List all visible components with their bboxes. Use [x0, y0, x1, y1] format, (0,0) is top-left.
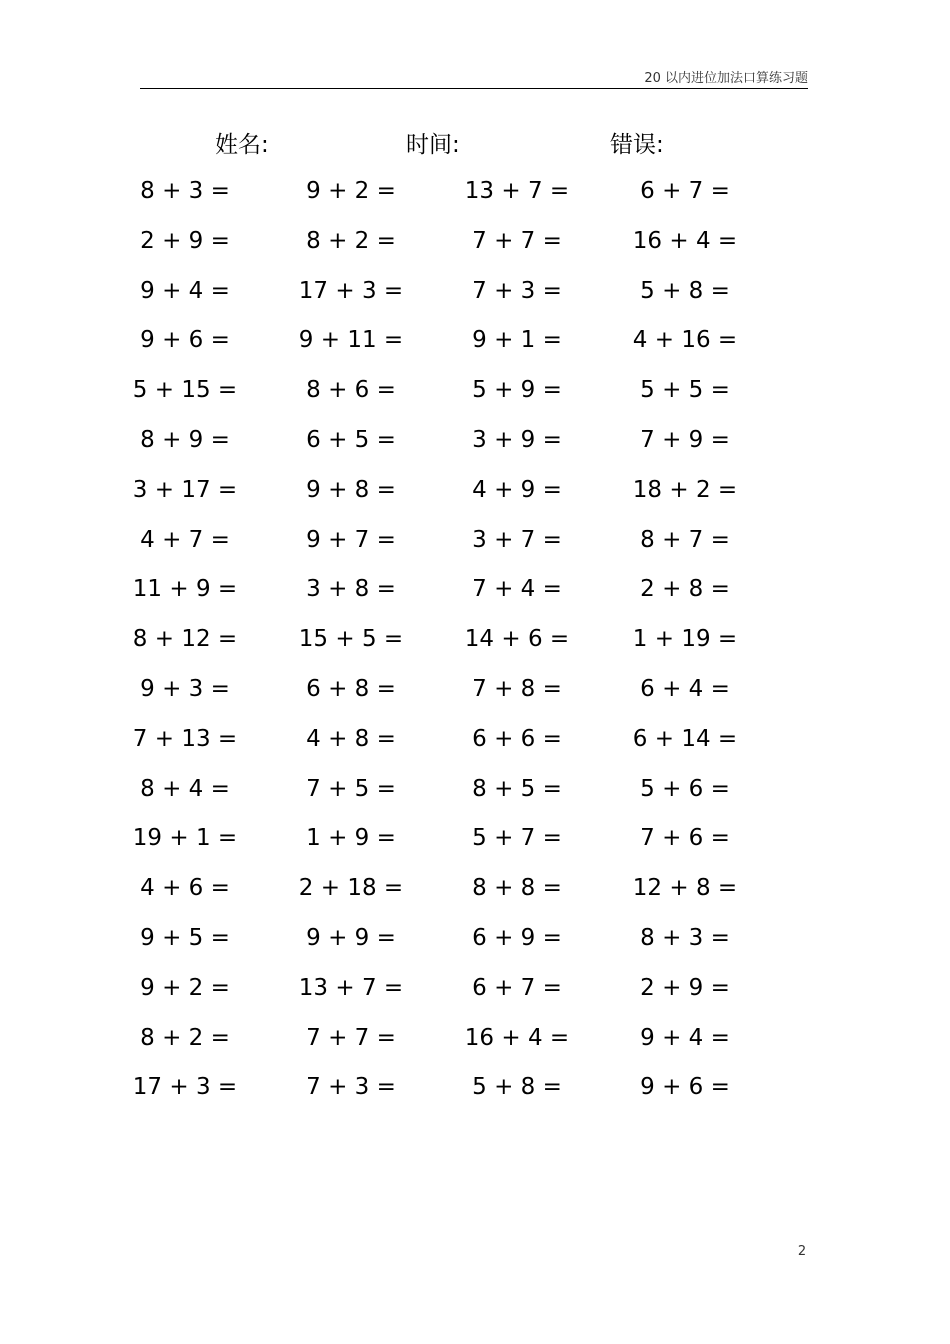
problem-item: 6 + 4 =	[640, 675, 730, 702]
problem-item: 19 + 1 =	[132, 825, 238, 852]
problem-item: 5 + 8 =	[472, 1074, 562, 1101]
problem-item: 7 + 9 =	[640, 426, 730, 453]
problem-item: 7 + 13 =	[132, 725, 238, 752]
problem-item: 7 + 5 =	[306, 775, 396, 802]
problem-row	[0, 1067, 950, 1117]
problem-grid	[0, 171, 950, 1117]
problem-item: 7 + 4 =	[472, 576, 562, 603]
problem-item: 1 + 9 =	[306, 825, 396, 852]
problem-item: 4 + 9 =	[472, 476, 562, 503]
problem-item: 8 + 7 =	[640, 526, 730, 553]
problem-row	[0, 221, 950, 271]
problem-item: 9 + 6 =	[640, 1074, 730, 1101]
problem-item: 18 + 2 =	[632, 476, 738, 503]
problem-row	[0, 669, 950, 719]
problem-item: 1 + 19 =	[632, 626, 738, 653]
header-title: 20 以内进位加法口算练习题	[644, 71, 808, 86]
problem-row	[0, 968, 950, 1018]
problem-item: 8 + 4 =	[140, 775, 230, 802]
problem-item: 4 + 6 =	[140, 875, 230, 902]
problem-item: 8 + 3 =	[140, 178, 230, 204]
problem-item: 6 + 14 =	[632, 725, 738, 752]
problem-row	[0, 470, 950, 520]
problem-row	[0, 370, 950, 420]
problem-row	[0, 918, 950, 968]
problem-item: 8 + 5 =	[472, 775, 562, 802]
problem-item: 9 + 5 =	[140, 924, 230, 951]
problem-item: 5 + 6 =	[640, 775, 730, 802]
problem-item: 2 + 9 =	[140, 227, 230, 254]
problem-item: 9 + 7 =	[306, 526, 396, 553]
problem-item: 7 + 8 =	[472, 675, 562, 702]
problem-item: 13 + 7 =	[464, 178, 570, 204]
time-label: 时间:	[406, 132, 460, 158]
problem-item: 12 + 8 =	[632, 875, 738, 902]
page-header	[140, 64, 808, 89]
problem-item: 7 + 6 =	[640, 825, 730, 852]
problem-item: 9 + 9 =	[306, 924, 396, 951]
problem-row	[0, 818, 950, 868]
problem-item: 6 + 8 =	[306, 675, 396, 702]
problem-item: 9 + 8 =	[306, 476, 396, 503]
problem-item: 8 + 9 =	[140, 426, 230, 453]
problem-item: 7 + 3 =	[472, 277, 562, 304]
problem-row	[0, 171, 950, 221]
problem-item: 9 + 2 =	[140, 974, 230, 1001]
problem-item: 3 + 9 =	[472, 426, 562, 453]
problem-item: 5 + 5 =	[640, 377, 730, 404]
problem-item: 5 + 15 =	[132, 377, 238, 404]
problem-item: 6 + 7 =	[640, 178, 730, 204]
problem-item: 3 + 17 =	[132, 476, 238, 503]
problem-item: 8 + 6 =	[306, 377, 396, 404]
problem-item: 8 + 12 =	[132, 626, 238, 653]
problem-item: 7 + 7 =	[306, 1024, 396, 1051]
problem-item: 3 + 8 =	[306, 576, 396, 603]
problem-item: 7 + 3 =	[306, 1074, 396, 1101]
problem-item: 16 + 4 =	[632, 227, 738, 254]
problem-row	[0, 420, 950, 470]
problem-item: 8 + 2 =	[140, 1024, 230, 1051]
problem-item: 2 + 18 =	[298, 875, 404, 902]
problem-item: 2 + 8 =	[640, 576, 730, 603]
problem-item: 17 + 3 =	[298, 277, 404, 304]
problem-item: 5 + 9 =	[472, 377, 562, 404]
problem-item: 8 + 3 =	[640, 924, 730, 951]
problem-item: 9 + 4 =	[640, 1024, 730, 1051]
problem-item: 5 + 8 =	[640, 277, 730, 304]
name-label: 姓名:	[215, 132, 269, 158]
problem-row	[0, 520, 950, 570]
problem-row	[0, 719, 950, 769]
problem-row	[0, 271, 950, 321]
errors-label: 错误:	[610, 132, 664, 158]
problem-item: 8 + 2 =	[306, 227, 396, 254]
problem-item: 2 + 9 =	[640, 974, 730, 1001]
problem-row	[0, 569, 950, 619]
problem-item: 4 + 16 =	[632, 327, 738, 354]
problem-item: 14 + 6 =	[464, 626, 570, 653]
problem-item: 4 + 7 =	[140, 526, 230, 553]
problem-item: 7 + 7 =	[472, 227, 562, 254]
student-info-row	[0, 126, 950, 162]
problem-item: 16 + 4 =	[464, 1024, 570, 1051]
problem-row	[0, 868, 950, 918]
problem-item: 9 + 6 =	[140, 327, 230, 354]
problem-item: 6 + 9 =	[472, 924, 562, 951]
problem-item: 9 + 11 =	[298, 327, 404, 354]
problem-item: 3 + 7 =	[472, 526, 562, 553]
problem-row	[0, 1018, 950, 1068]
problem-item: 11 + 9 =	[132, 576, 238, 603]
problem-item: 6 + 6 =	[472, 725, 562, 752]
problem-item: 15 + 5 =	[298, 626, 404, 653]
problem-item: 9 + 1 =	[472, 327, 562, 354]
problem-item: 9 + 2 =	[306, 178, 396, 204]
problem-row	[0, 769, 950, 819]
problem-item: 8 + 8 =	[472, 875, 562, 902]
problem-item: 4 + 8 =	[306, 725, 396, 752]
problem-item: 9 + 4 =	[140, 277, 230, 304]
problem-row	[0, 320, 950, 370]
problem-item: 5 + 7 =	[472, 825, 562, 852]
problem-item: 6 + 7 =	[472, 974, 562, 1001]
page-number: 2	[797, 1244, 807, 1259]
problem-item: 9 + 3 =	[140, 675, 230, 702]
problem-item: 13 + 7 =	[298, 974, 404, 1001]
problem-item: 17 + 3 =	[132, 1074, 238, 1101]
problem-item: 6 + 5 =	[306, 426, 396, 453]
problem-row	[0, 619, 950, 669]
